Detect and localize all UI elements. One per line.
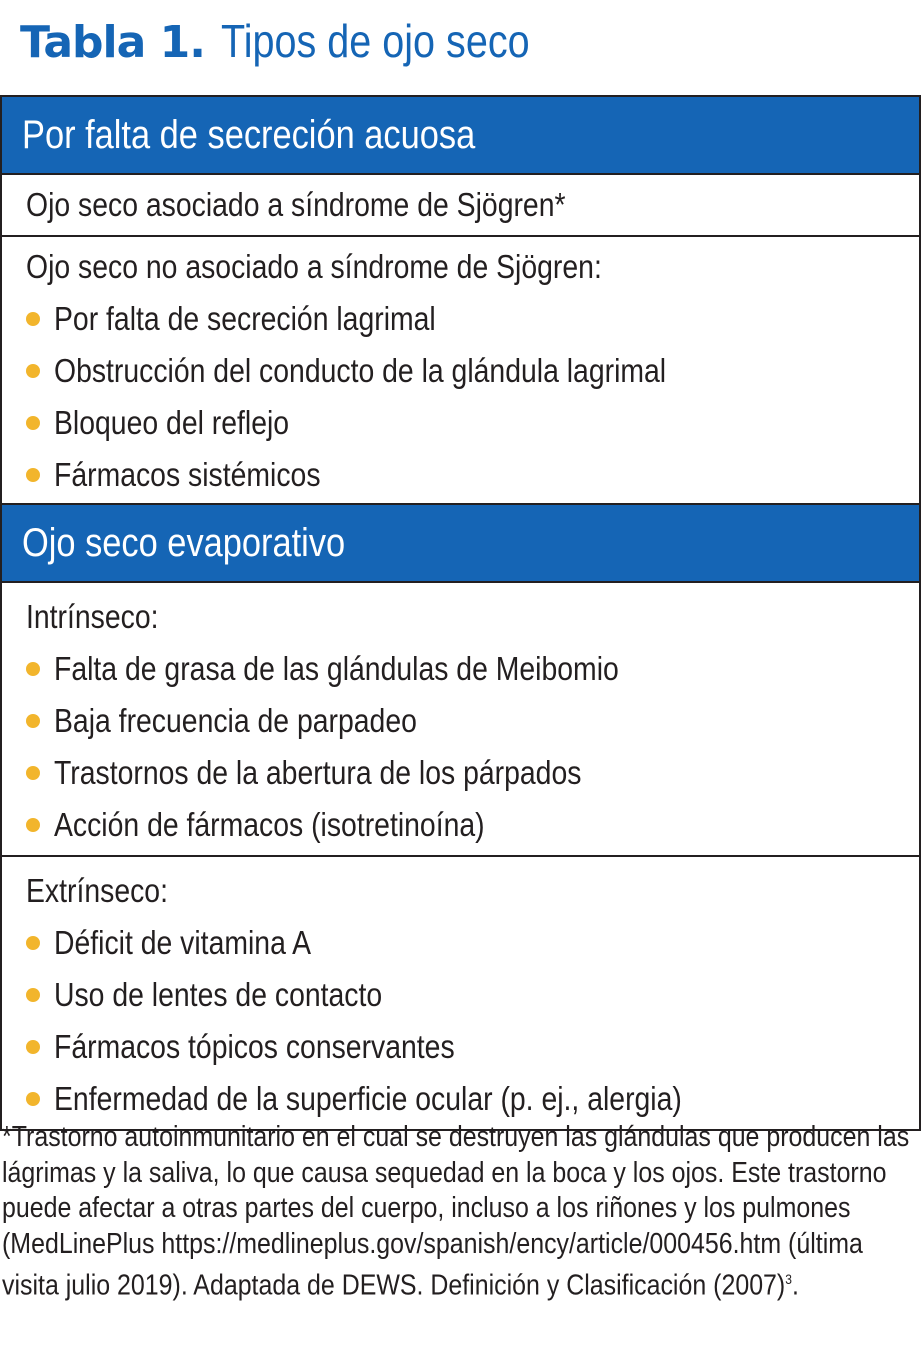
bullet-icon [26, 662, 40, 676]
bullet-icon [26, 312, 40, 326]
list-item: Trastornos de la abertura de los párpados [26, 747, 919, 799]
block-intrinsic [2, 583, 919, 857]
footnote-end: . [791, 1269, 799, 1302]
bullet-icon [26, 988, 40, 1002]
block-sjogren [2, 175, 919, 237]
block-heading: Intrínseco: [26, 598, 159, 635]
list-item: Déficit de vitamina A [26, 917, 919, 969]
table-number: Tabla 1. [20, 17, 205, 68]
list-item: Acción de fármacos (isotretinoína) [26, 799, 919, 851]
list-item: Obstrucción del conducto de la glándula lagrimal [26, 345, 919, 397]
bullet-icon [26, 766, 40, 780]
bullet-icon [26, 714, 40, 728]
list-item: Por falta de secreción lagrimal [26, 293, 919, 345]
table-title-text: Tipos de ojo seco [220, 15, 530, 67]
footnote [2, 1120, 914, 1304]
list-item: Falta de grasa de las glándulas de Meibomio [26, 643, 919, 695]
block-heading: Ojo seco asociado a síndrome de Sjögren* [26, 186, 566, 223]
footnote-reference: 3 [785, 1271, 792, 1287]
section-header-evaporative: Ojo seco evaporativo [2, 505, 919, 583]
block-non-sjogren [2, 237, 919, 505]
bullet-icon [26, 364, 40, 378]
bullet-icon [26, 468, 40, 482]
bullet-icon [26, 416, 40, 430]
block-extrinsic [2, 857, 919, 1131]
dry-eye-types-table [0, 95, 921, 1131]
list-item: Uso de lentes de contacto [26, 969, 919, 1021]
bullet-icon [26, 818, 40, 832]
list-item: Baja frecuencia de parpadeo [26, 695, 919, 747]
footnote-text: *Trastorno autoinmunitario en el cual se destruyen las glándulas que producen las lágrimas y la saliva, lo que causa sequedad en la boca y los ojos. Este trastorno puede afectar a otras partes del cuerpo, incluso a los riñones y los pulmones (MedLinePlus https://medlineplus.gov/spanish/ency/article/000456.htm (última visita julio 2019). Adaptada de DEWS. Definición y Clasificación (2007) [2, 1121, 910, 1302]
bullet-icon [26, 1040, 40, 1054]
list-item: Bloqueo del reflejo [26, 397, 919, 449]
bullet-icon [26, 936, 40, 950]
block-heading: Extrínseco: [26, 872, 168, 909]
table-title [20, 14, 580, 74]
list-item: Enfermedad de la superficie ocular (p. ej., alergia) [26, 1073, 919, 1125]
bullet-icon [26, 1092, 40, 1106]
section-header-aqueous-deficient: Por falta de secreción acuosa [2, 97, 919, 175]
block-heading: Ojo seco no asociado a síndrome de Sjögren: [26, 248, 602, 285]
list-item: Fármacos sistémicos [26, 449, 919, 501]
list-item: Fármacos tópicos conservantes [26, 1021, 919, 1073]
